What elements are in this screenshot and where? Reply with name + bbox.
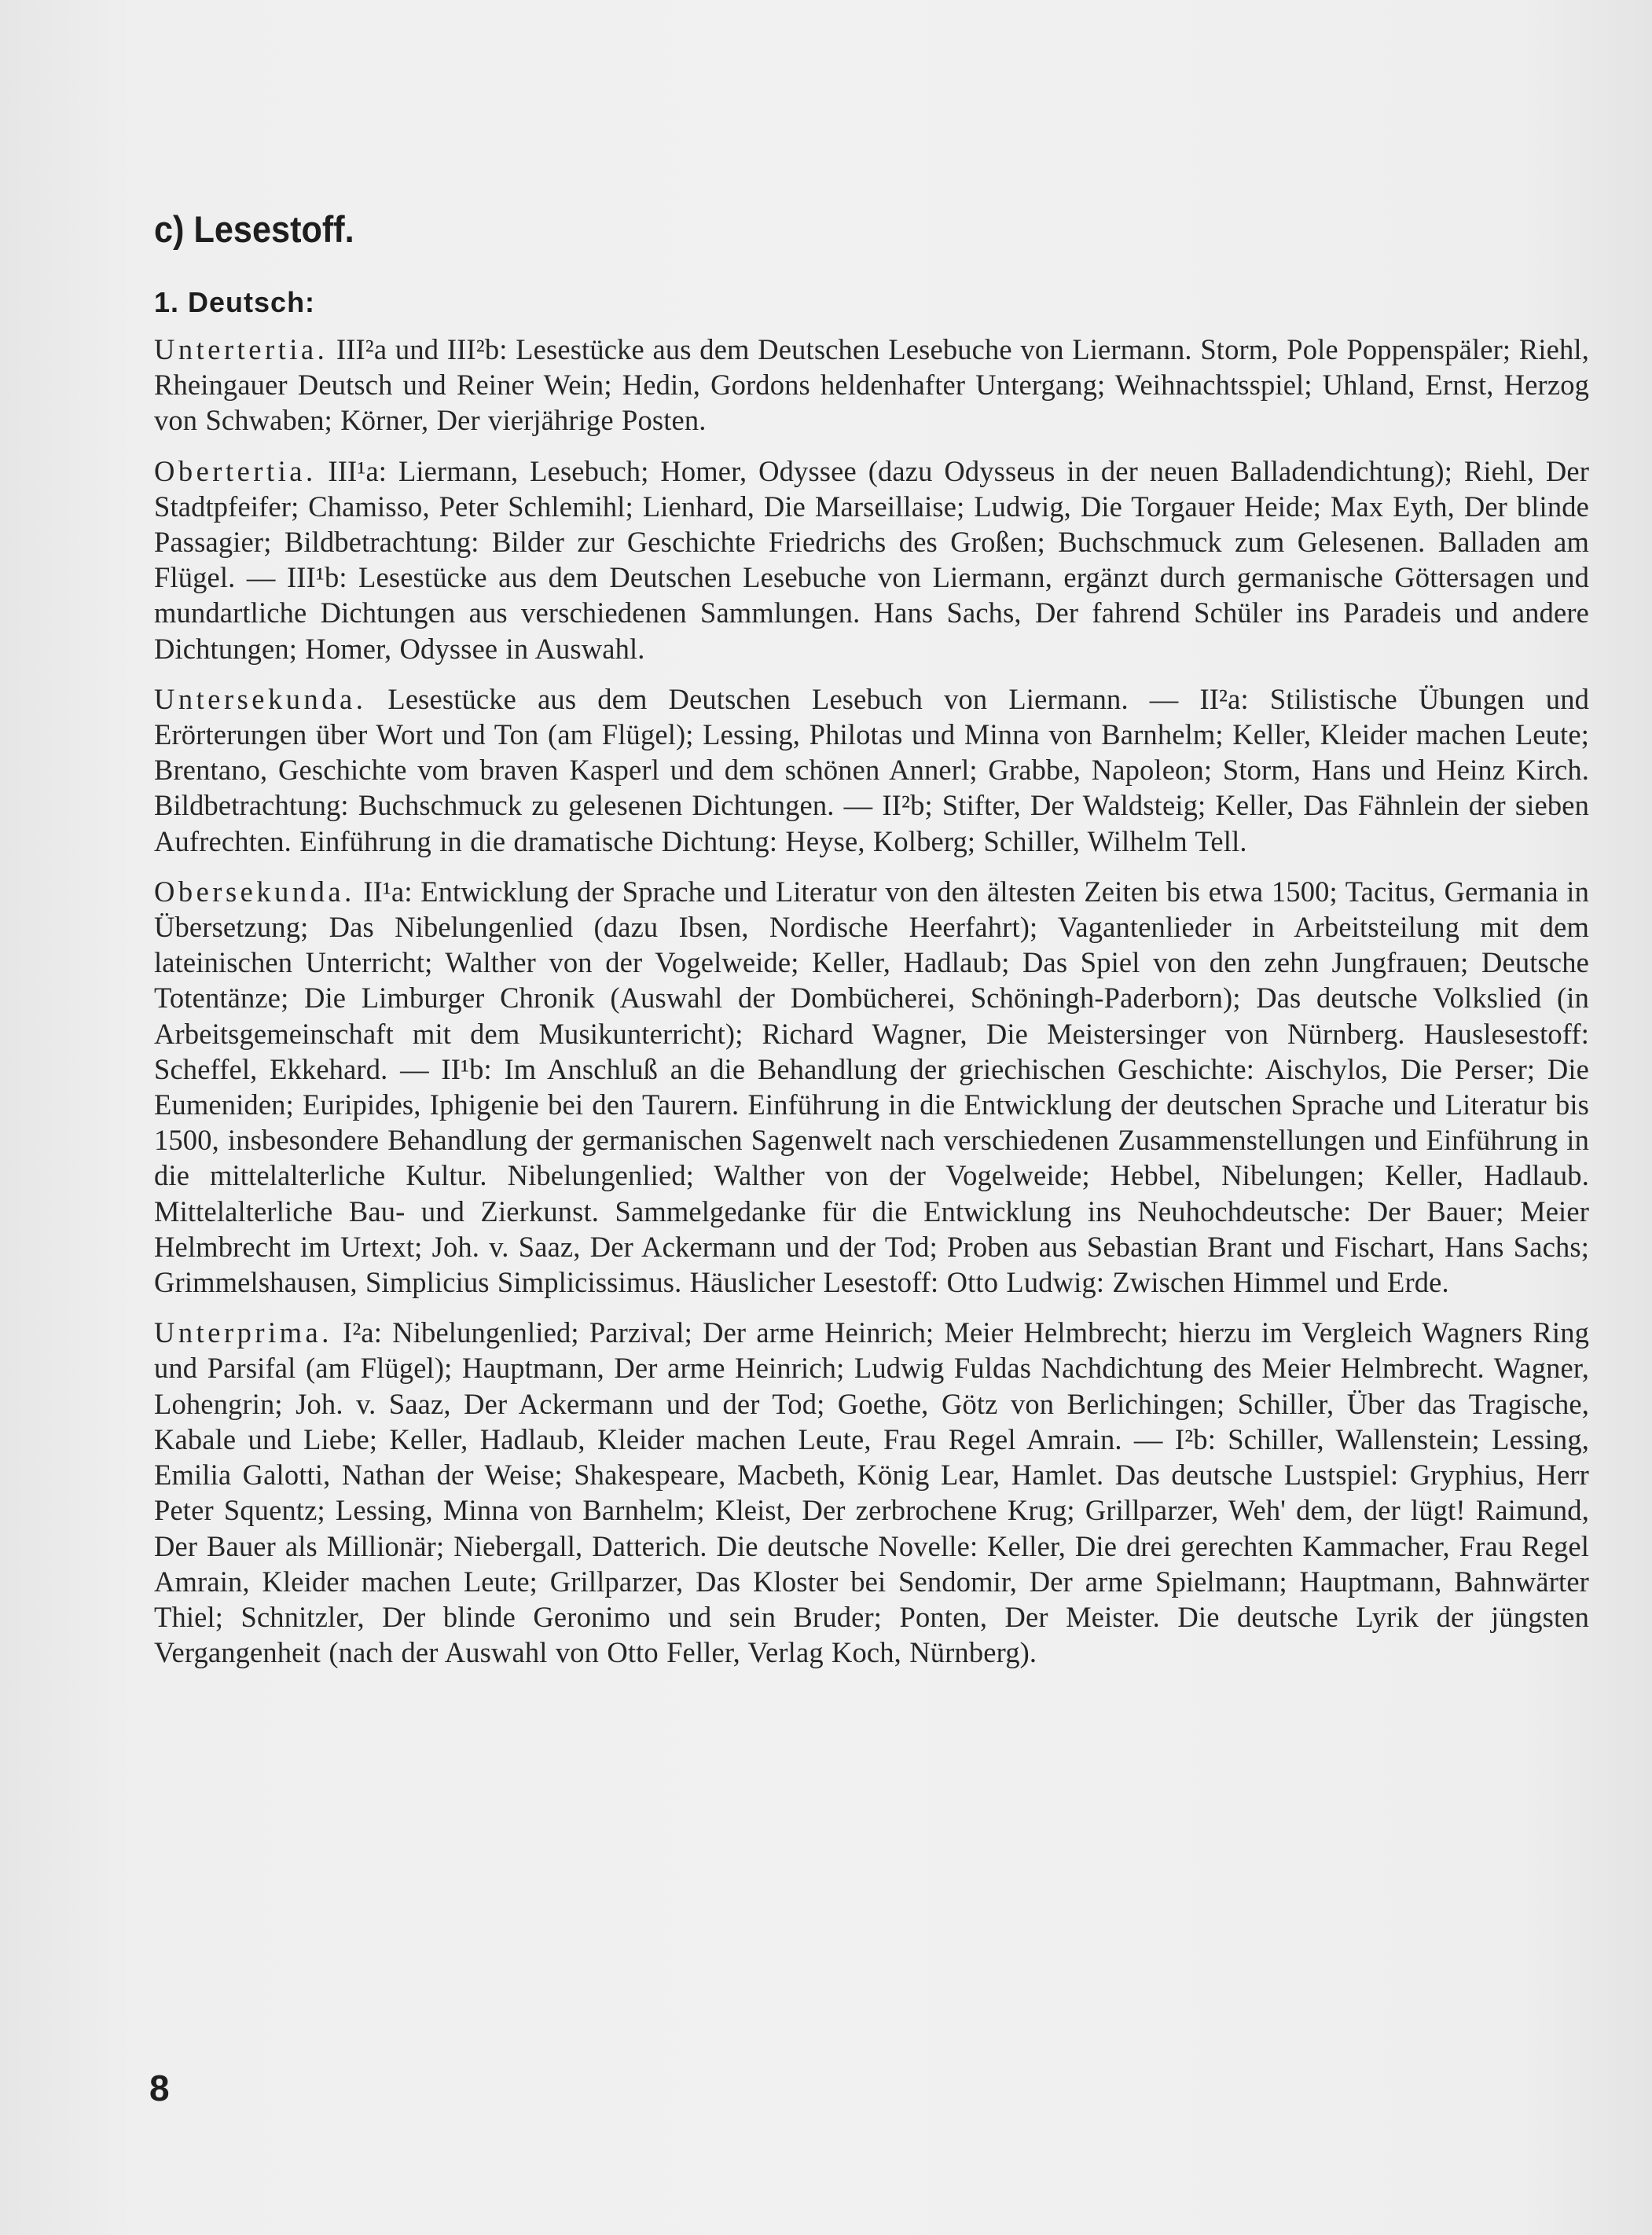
paragraph-lead: Obertertia. — [154, 454, 317, 487]
paragraph-text: I²a: Nibelungenlied; Parzival; Der arme Heinrich; Meier Helmbrecht; hierzu im Vergleich Wagners Ring und Parsifal (am Flügel); Hauptmann, Der arme Heinrich; Ludwig Fuldas Nachdichtung des Meier Helmbrecht. Wagner, Lohengrin; Joh. v. Saaz, Der Ackermann und der Tod; Goethe, Götz von Berlichingen; Schiller, Über das Tragische, Kabale und Liebe; Keller, Hadlaub, Kleider machen Leute, Frau Regel Amrain. — I²b: Schiller, Wallenstein; Lessing, Emilia Galotti, Nathan der Weise; Shakespeare, Macbeth, König Lear, Hamlet. Das deutsche Lustspiel: Gryphius, Herr Peter Squentz; Lessing, Minna von Barnhelm; Kleist, Der zerbrochene Krug; Grillparzer, Weh' dem, der lügt! Raimund, Der Bauer als Millionär; Niebergall, Datterich. Die deutsche Novelle: Keller, Die drei gerechten Kammacher, Frau Regel Amrain, Kleider machen Leute; Grillparzer, Das Kloster bei Sendomir, Der arme Spielmann; Hauptmann, Bahnwärter Thiel; Schnitzler, Der blinde Geronimo und sein Bruder; Ponten, Der Meister. Die deutsche Lyrik der jüngsten Vergangenheit (nach der Auswahl von Otto Feller, Verlag Koch, Nürnberg). — [154, 1316, 1589, 1669]
section-title: c) Lesestoff. — [154, 208, 354, 250]
paragraph-text: Lesestücke aus dem Deutschen Lesebuch von Liermann. — II²a: Stilistische Übungen und Erörterungen über Wort und Ton (am Flügel); Lessing, Philotas und Minna von Barnhelm; Keller, Kleider machen Leute; Brentano, Geschichte vom braven Kasperl und dem schönen Annerl; Grabbe, Napoleon; Storm, Hans und Heinz Kirch. Bildbetrachtung: Buchschmuck zu gelesenen Dichtungen. — II²b; Stifter, Der Waldsteig; Keller, Das Fähnlein der sieben Aufrechten. Einführung in die dramatische Dichtung: Heyse, Kolberg; Schiller, Wilhelm Tell. — [154, 682, 1589, 857]
page-number: 8 — [149, 2068, 170, 2108]
page-content — [154, 206, 1589, 1685]
paragraph-untertertia — [154, 332, 1589, 439]
paragraph-obertertia — [154, 453, 1589, 666]
subsection-title: 1. Deutsch: — [154, 286, 316, 318]
paragraph-untersekunda — [154, 681, 1589, 859]
paragraph-text: II¹a: Entwicklung der Sprache und Literatur von den ältesten Zeiten bis etwa 1500; Tacitus, Germania in Übersetzung; Das Nibelungenlied (dazu Ibsen, Nordische Heerfahrt); Vagantenlieder in Arbeitsteilung mit dem lateinischen Unterricht; Walther von der Vogelweide; Keller, Hadlaub; Das Spiel von den zehn Jungfrauen; Deutsche Totentänze; Die Limburger Chronik (Auswahl der Dombücherei, Schöningh-Paderborn); Das deutsche Volkslied (in Arbeitsgemeinschaft mit dem Musikunterricht); Richard Wagner, Die Meistersinger von Nürnberg. Hauslesestoff: Scheffel, Ekkehard. — II¹b: Im Anschluß an die Behandlung der griechischen Geschichte: Aischylos, Die Perser; Die Eumeniden; Euripides, Iphigenie bei den Taurern. Einführung in die Entwicklung der deutschen Sprache und Literatur bis 1500, insbesondere Behandlung der germanischen Sagenwelt nach verschiedenen Zusammenstellungen und Einführung in die mittelalterliche Kultur. Nibelungenlied; Walther von der Vogelweide; Hebbel, Nibelungen; Keller, Hadlaub. Mittelalterliche Bau- und Zierkunst. Sammelgedanke für die Entwicklung ins Neuhochdeutsche: Der Bauer; Meier Helmbrecht im Urtext; Joh. v. Saaz, Der Ackermann und der Tod; Proben aus Sebastian Brant und Fischart, Hans Sachs; Grimmelshausen, Simplicius Simplicissimus. Häuslicher Lesestoff: Otto Ludwig: Zwischen Himmel und Erde. — [154, 875, 1589, 1299]
paragraph-lead: Untersekunda. — [154, 682, 367, 715]
paragraph-text: III¹a: Liermann, Lesebuch; Homer, Odyssee (dazu Odysseus in der neuen Balladendichtung); Riehl, Der Stadtpfeifer; Chamisso, Peter Schlemihl; Lienhard, Die Marseillaise; Ludwig, Die Torgauer Heide; Max Eyth, Der blinde Passagier; Bildbetrachtung: Bilder zur Geschichte Friedrichs des Großen; Buchschmuck zum Gelesenen. Balladen am Flügel. — III¹b: Lesestücke aus dem Deutschen Lesebuche von Liermann, ergänzt durch germanische Göttersagen und mundartliche Dichtungen aus verschiedenen Sammlungen. Hans Sachs, Der fahrend Schüler ins Paradeis und andere Dichtungen; Homer, Odyssee in Auswahl. — [154, 454, 1589, 665]
paragraph-unterprima — [154, 1315, 1589, 1670]
paragraph-lead: Untertertia. — [154, 333, 329, 365]
paragraph-lead: Obersekunda. — [154, 875, 355, 908]
paragraph-text: III²a und III²b: Lesestücke aus dem Deutschen Lesebuche von Liermann. Storm, Pole Poppenspäler; Riehl, Rheingauer Deutsch und Reiner Wein; Hedin, Gordons heldenhafter Untergang; Weihnachtsspiel; Uhland, Ernst, Herzog von Schwaben; Körner, Der vierjährige Posten. — [154, 333, 1589, 437]
paragraph-obersekunda — [154, 874, 1589, 1300]
paragraph-lead: Unterprima. — [154, 1316, 332, 1349]
